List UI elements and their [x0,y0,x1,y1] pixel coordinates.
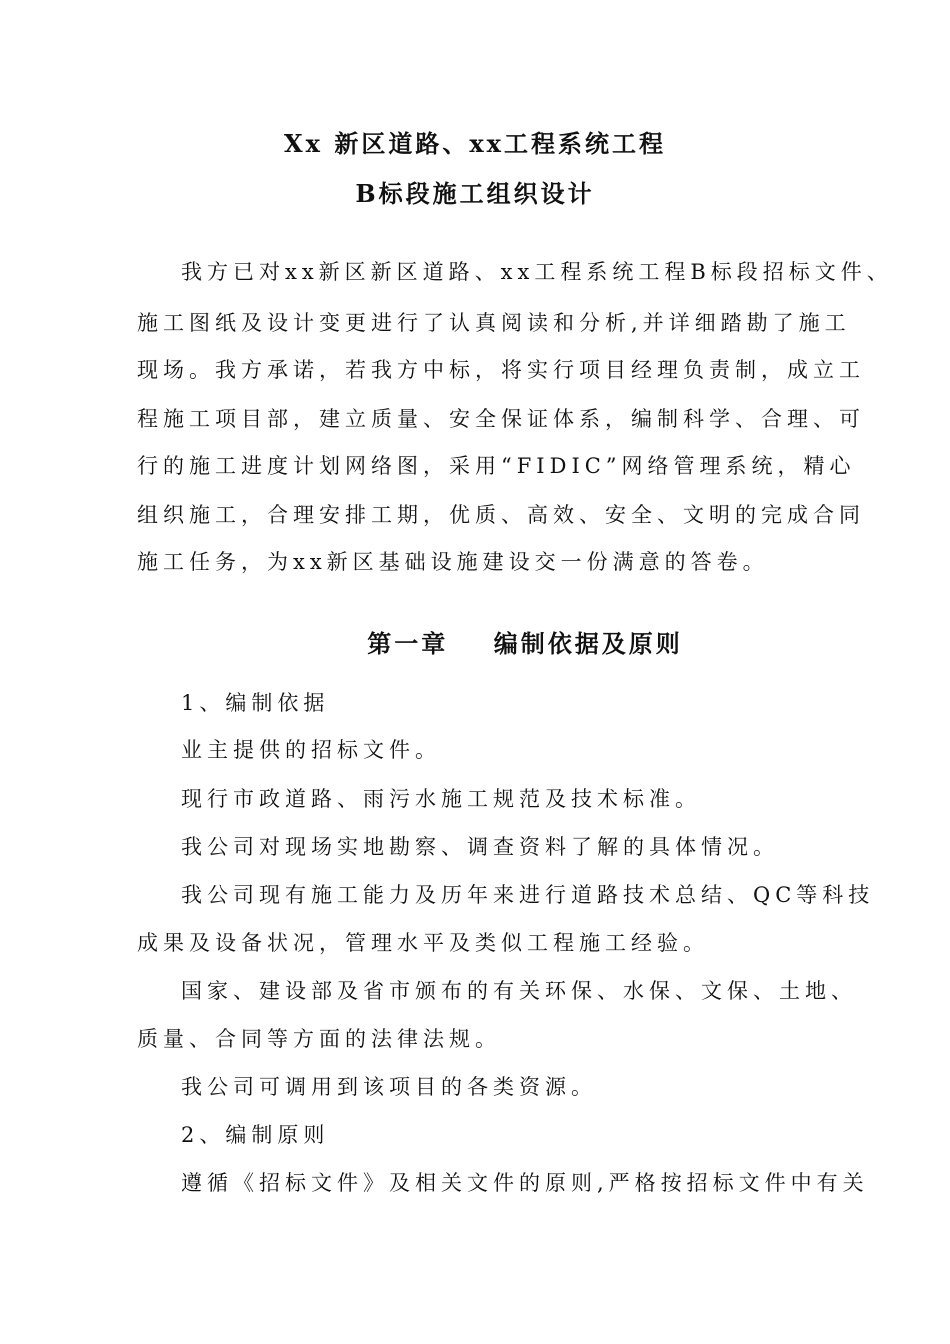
body-line: 现行市政道路、雨污水施工规范及技术标准。 [181,787,701,811]
body-line: 我公司对现场实地勘察、调查资料了解的具体情况。 [181,835,779,859]
body-line: 国家、建设部及省市颁布的有关环保、水保、文保、土地、 [181,979,857,1003]
intro-line: 行的施工进度计划网络图，采用“FIDIC”网络管理系统，精心 [137,454,856,478]
body-line: 遵循《招标文件》及相关文件的原则,严格按招标文件中有关 [181,1171,869,1195]
section-heading: 1、编制依据 [181,691,330,715]
document-subtitle: B标段施工组织设计 [355,179,595,208]
intro-line: 施工图纸及设计变更进行了认真阅读和分析,并详细踏勘了施工 [137,311,851,335]
body-line: 业主提供的招标文件。 [181,738,441,762]
chapter-heading: 第一章 编制依据及原则 [367,629,683,658]
intro-line: 程施工项目部，建立质量、安全保证体系，编制科学、合理、可 [137,407,865,431]
intro-line: 施工任务，为xx新区基础设施建设交一份满意的答卷。 [137,550,769,574]
intro-line: 现场。我方承诺，若我方中标，将实行项目经理负责制，成立工 [137,358,865,382]
body-line: 我公司现有施工能力及历年来进行道路技术总结、QC等科技 [181,883,875,907]
intro-line: 我方已对xx新区新区道路、xx工程系统工程B标段招标文件、 [181,260,893,284]
intro-line: 组织施工，合理安排工期，优质、高效、安全、文明的完成合同 [137,503,865,527]
body-line: 我公司可调用到该项目的各类资源。 [181,1075,597,1099]
section-heading: 2、编制原则 [181,1123,330,1147]
document-title: Xx 新区道路、xx工程系统工程 [284,129,666,158]
body-line: 成果及设备状况，管理水平及类似工程施工经验。 [137,931,709,955]
body-line: 质量、合同等方面的法律法规。 [137,1027,501,1051]
